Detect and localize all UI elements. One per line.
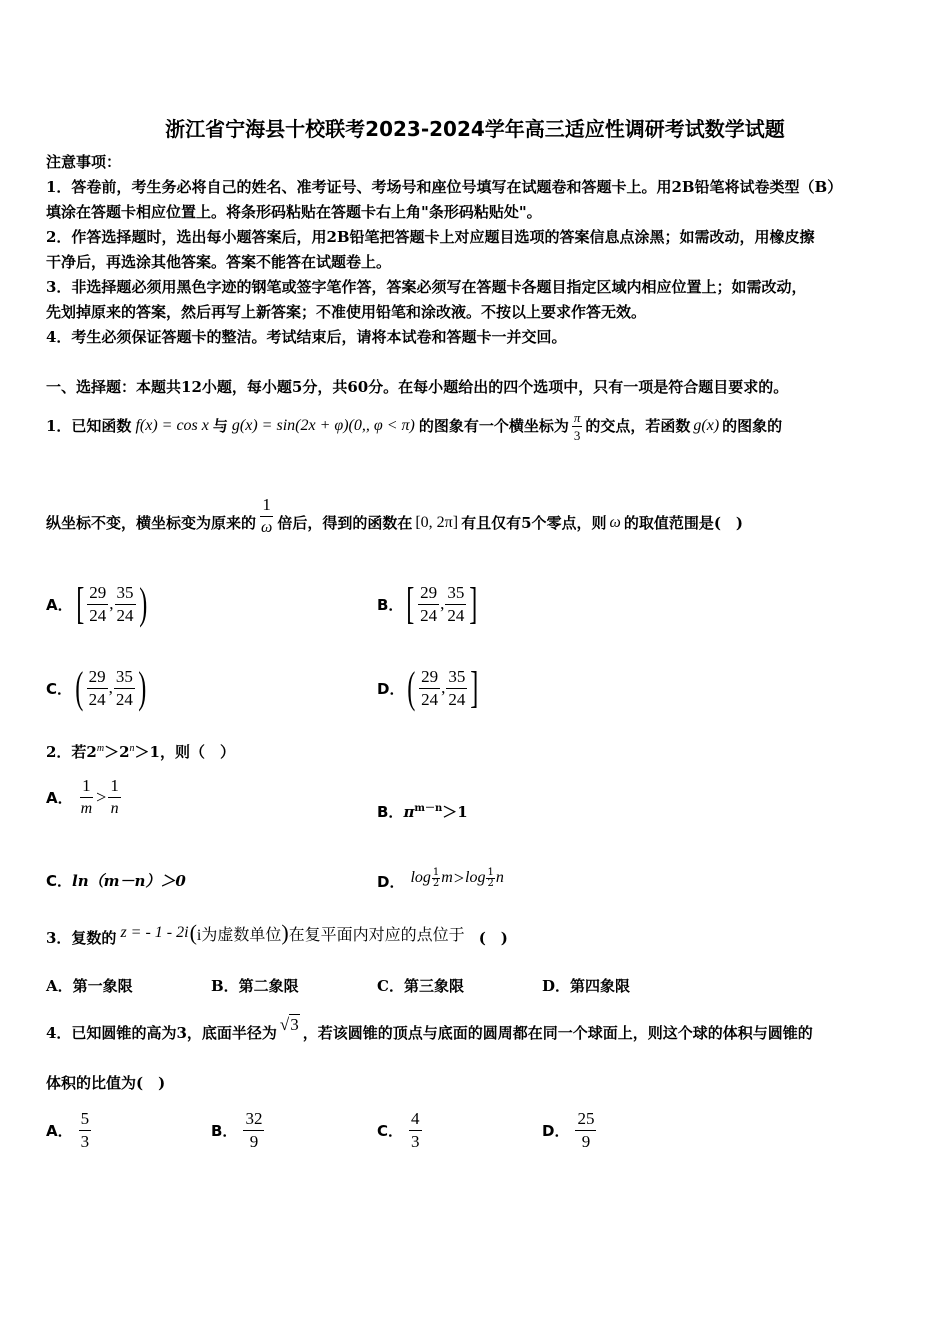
fraction-numerator: 25: [575, 1109, 596, 1131]
q2-exp-m: m: [96, 743, 105, 754]
q1-text: 有且仅有5个零点，则: [461, 514, 607, 532]
fraction-numerator: 29: [87, 583, 108, 605]
question-1-stem-cont: [46, 488, 743, 538]
q3-text: 3．复数的: [46, 929, 117, 947]
fraction: [87, 583, 108, 626]
q2-exp-n: n: [129, 743, 135, 754]
fraction: [445, 583, 466, 626]
q1-f-expr: f(x) = cos x: [135, 417, 209, 434]
q2-option-a[interactable]: [46, 774, 121, 820]
fraction-denominator: 24: [421, 689, 439, 709]
q1-text: 的图象的: [722, 417, 783, 435]
q4-option-c[interactable]: [377, 1106, 422, 1154]
option-label: B．: [377, 595, 404, 614]
fraction-numerator: 1: [80, 776, 93, 798]
fraction-denominator: 9: [581, 1131, 591, 1151]
q4-text: ，若该圆锥的顶点与底面的圆周都在同一个球面上，则这个球的体积与圆锥的: [302, 1024, 813, 1042]
pi-symbol: π: [403, 803, 415, 821]
option-label: C．: [46, 679, 73, 698]
notice-line: 先划掉原来的答案，然后再写上新答案；不准使用铅笔和涂改液。不按以上要求作答无效。: [46, 303, 647, 321]
exponent: m－n: [414, 803, 443, 814]
radicand: 3: [290, 1015, 299, 1034]
question-3-stem: 3．复数的 z = - 1 - 2i ( i为虚数单位 ) 在复平面内对应的点位于 ( ): [46, 920, 508, 947]
notice-line: 1．答卷前，考生务必将自己的姓名、准考证号、考场号和座位号填写在试题卷和答题卡上。用2B铅笔将试卷类型（B）: [46, 178, 843, 196]
q1-option-b[interactable]: [377, 572, 481, 636]
option-interval: ( $\frac{29}{24}$ , $\frac{35}{24}$ ]: [407, 663, 479, 712]
option-label: B．: [211, 1121, 238, 1140]
fraction-numerator: 1: [108, 776, 121, 798]
fraction-denominator: 24: [88, 689, 106, 709]
interval-close: ]: [470, 663, 479, 712]
question-1-stem: [46, 404, 782, 448]
notice-line: 2．作答选择题时，选出每小题答案后，用2B铅笔把答题卡上对应题目选项的答案信息点涂黑；如需改动，用橡皮擦: [46, 228, 815, 246]
q2-option-b[interactable]: [377, 800, 468, 821]
q1-one-over-omega: [259, 495, 274, 538]
fraction-denominator: 3: [411, 1131, 420, 1151]
interval-close: ]: [469, 579, 478, 628]
option-label: A．: [46, 788, 73, 807]
notice-heading: 注意事项：: [46, 153, 122, 171]
q4-option-b[interactable]: [211, 1106, 264, 1154]
option-label: A．: [46, 595, 73, 614]
q1-option-c[interactable]: [46, 656, 150, 720]
log-base-half: [486, 868, 494, 889]
variable-n: n: [495, 869, 504, 886]
question-4-stem-cont: 体积的比值为( ): [46, 1074, 166, 1092]
q4-option-a[interactable]: [46, 1106, 91, 1154]
fraction-denominator: 9: [249, 1131, 259, 1151]
q1-text: 1．已知函数: [46, 417, 132, 435]
question-4-stem: [46, 1010, 813, 1042]
fraction-numerator: 35: [446, 667, 467, 689]
q1-option-d[interactable]: [377, 656, 482, 720]
fraction-denominator: 2: [487, 877, 494, 889]
interval-open: (: [75, 663, 84, 712]
fraction-numerator: 4: [409, 1109, 422, 1131]
fraction: [419, 667, 440, 710]
fraction-numerator: π: [573, 409, 581, 425]
q3-option-b[interactable]: B．第二象限: [211, 977, 299, 995]
option-label: B．: [377, 803, 404, 821]
q1-g-x: g(x): [693, 417, 720, 434]
fraction-numerator: 35: [115, 583, 136, 605]
page-title: 浙江省宁海县十校联考2023-2024学年高三适应性调研考试数学试题: [165, 117, 785, 141]
fraction-denominator: 3: [573, 427, 581, 443]
fraction-denominator: ω: [261, 519, 273, 536]
fraction: [409, 1109, 422, 1152]
fraction-denominator: 2: [432, 877, 440, 889]
option-label: C．: [377, 1121, 404, 1140]
fraction-numerator: 35: [114, 667, 135, 689]
option-label: D．: [377, 679, 405, 698]
option-label: A．: [46, 1121, 73, 1140]
fraction-numerator: 1: [432, 866, 440, 878]
option-interval: [ $\frac{29}{24}$ , $\frac{35}{24}$ ): [75, 579, 147, 628]
q3-option-d[interactable]: D．第四象限: [542, 977, 631, 995]
fraction: [115, 583, 136, 626]
fraction-numerator: 29: [87, 667, 108, 689]
question-2-stem: [46, 740, 235, 761]
q2-text: 2．若2: [46, 743, 97, 761]
fraction: [418, 583, 439, 626]
fraction-numerator: 29: [418, 583, 439, 605]
q3-tail-text: 在复平面内对应的点位于: [288, 926, 465, 944]
greater-than: >: [96, 786, 107, 807]
fraction-denominator: n: [110, 799, 119, 817]
option-label: C．: [46, 872, 73, 890]
fraction-denominator: 24: [448, 689, 466, 709]
greater-than: >: [453, 867, 464, 888]
fraction-numerator: 1: [260, 495, 273, 517]
option-text: ln（m－n）＞0: [72, 872, 186, 890]
fraction-denominator: 24: [89, 605, 107, 625]
fraction: [575, 1109, 596, 1152]
option-interval: ( $\frac{29}{24}$ , $\frac{35}{24}$ ): [75, 663, 147, 712]
fraction: [79, 776, 95, 819]
q4-text: 4．已知圆锥的高为3，底面半径为: [46, 1024, 277, 1042]
fraction: [87, 667, 108, 710]
q3-blank: ( ): [478, 929, 508, 947]
q1-option-a[interactable]: [46, 572, 150, 636]
q1-text: 的取值范围是( ): [623, 514, 744, 532]
fraction-numerator: 35: [445, 583, 466, 605]
q2-text: ＞2: [104, 743, 130, 761]
option-label: D．: [542, 1121, 570, 1140]
notice-line: 干净后，再选涂其他答案。答案不能答在试题卷上。: [46, 253, 392, 271]
fraction: [114, 667, 135, 710]
q3-expression: z = - 1 - 2i: [120, 924, 189, 941]
q2-option-c[interactable]: [46, 872, 186, 890]
fraction-denominator: 24: [115, 689, 133, 709]
q1-text: 纵坐标不变，横坐标变为原来的: [46, 514, 257, 532]
q1-g-expr: g(x) = sin(2x + φ)(0,, φ < π): [231, 417, 415, 434]
fraction-denominator: 3: [80, 1131, 90, 1151]
q1-text: 倍后，得到的函数在: [277, 514, 413, 532]
fraction-numerator: 5: [79, 1109, 92, 1131]
interval-open: (: [407, 663, 416, 712]
q3-option-c[interactable]: C．第三象限: [377, 977, 464, 995]
option-interval: [ $\frac{29}{24}$ , $\frac{35}{24}$ ]: [406, 579, 478, 628]
section-heading: 一、选择题：本题共12小题，每小题5分，共60分。在每小题给出的四个选项中，只有一项是符合题目要求的。: [46, 378, 789, 396]
fraction-numerator: 1: [487, 866, 494, 878]
log-symbol: log: [410, 869, 431, 886]
q4-option-d[interactable]: [542, 1106, 596, 1154]
notice-line: 4．考生必须保证答题卡的整洁。考试结束后，请将本试卷和答题卡一并交回。: [46, 328, 567, 346]
q2-option-d[interactable]: [377, 856, 504, 900]
log-symbol: log: [465, 869, 486, 886]
sqrt-3: √3: [279, 1015, 299, 1034]
fraction-numerator: 29: [419, 667, 440, 689]
q1-pi-over-3: [572, 410, 583, 443]
option-text: ＞1: [442, 803, 468, 821]
fraction: [108, 776, 121, 819]
fraction: [243, 1109, 264, 1152]
log-base-half: [432, 868, 440, 889]
interval-open: [: [75, 579, 84, 628]
notice-line: 3．非选择题必须用黑色字迹的钢笔或签字笔作答，答案必须写在答题卡各题目指定区域内相应位置上；如需改动，: [46, 278, 807, 296]
variable-m: m: [441, 869, 453, 886]
fraction: [79, 1109, 92, 1152]
q1-interval: [0, 2π]: [415, 514, 459, 531]
q1-text: 与: [212, 417, 228, 435]
q3-option-a[interactable]: A．第一象限: [46, 977, 133, 995]
fraction-denominator: 24: [420, 605, 438, 625]
fraction-numerator: 32: [243, 1109, 264, 1131]
q1-text: 的交点，若函数: [585, 417, 691, 435]
fraction-denominator: m: [80, 799, 93, 817]
interval-close: ): [138, 579, 147, 628]
fraction: [446, 667, 467, 710]
q2-text: ＞1，则（ ）: [134, 743, 235, 761]
fraction-denominator: 24: [116, 605, 134, 625]
interval-open: [: [406, 579, 415, 628]
option-label: D．: [377, 872, 405, 891]
fraction-denominator: 24: [447, 605, 465, 625]
q1-omega: ω: [609, 514, 621, 531]
notice-line: 填涂在答题卡相应位置上。将条形码粘贴在答题卡右上角"条形码粘贴处"。: [46, 203, 542, 221]
q3-paren-text: i为虚数单位: [196, 926, 282, 944]
q1-text: 的图象有一个横坐标为: [418, 417, 569, 435]
interval-close: ): [138, 663, 147, 712]
